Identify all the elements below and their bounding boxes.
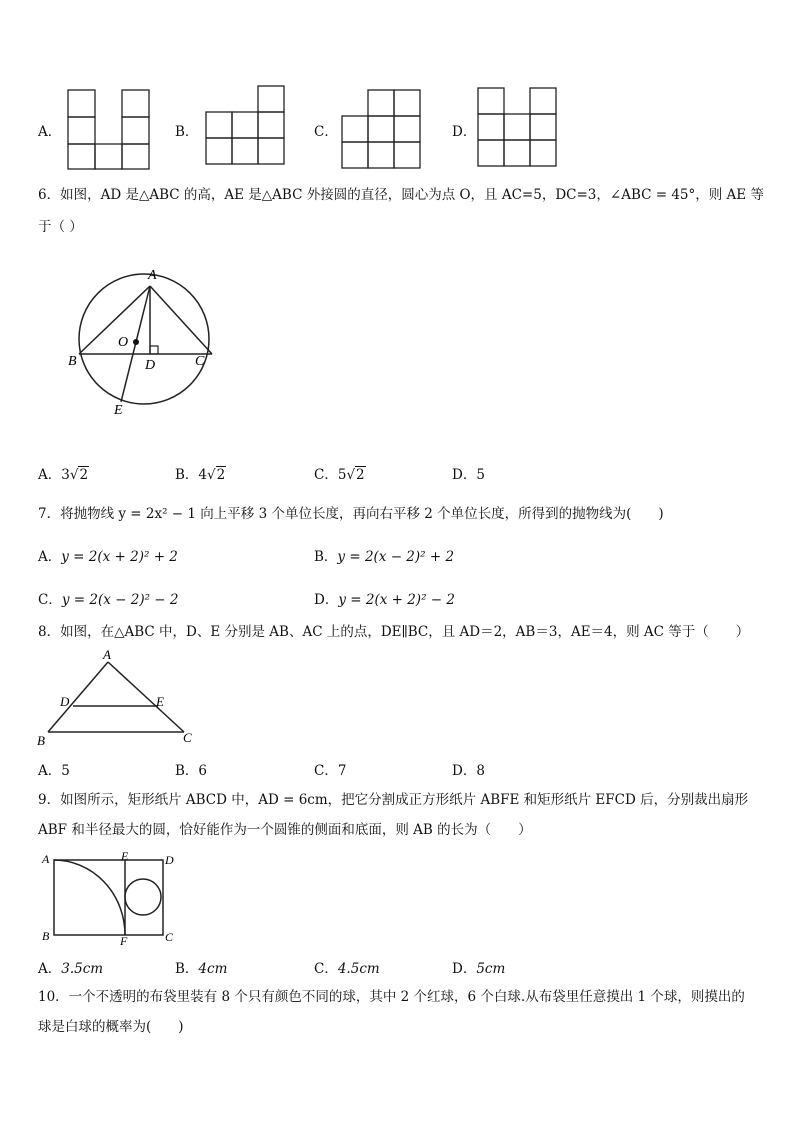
q5-option-d-letter: D． [452, 124, 477, 140]
q6-stem-line1: 6．如图，AD 是△ABC 的高，AE 是△ABC 外接圆的直径，圆心为点 O，且 AC=5，DC=3，∠ABC = 45°，则 AE 等 [38, 187, 764, 203]
q6-label-d: D [145, 358, 156, 373]
q7-option-b: B．y = 2(x − 2)² + 2 [314, 549, 455, 565]
q5-option-c-figure [340, 88, 422, 170]
q6-label-e: E [114, 403, 123, 418]
q8-label-e: E [156, 694, 164, 709]
q8-label-c: C [183, 730, 192, 745]
q5-option-c-letter: C． [314, 124, 338, 140]
q6-option-d: D．5 [452, 467, 485, 483]
q9-label-c: C [165, 930, 174, 944]
q8-label-d: D [60, 694, 70, 709]
q7-option-d: D．y = 2(x + 2)² − 2 [314, 592, 455, 608]
q6-option-a: A．3√2 [38, 467, 89, 483]
q8-stem: 8．如图，在△ABC 中，D、E 分别是 AB、AC 上的点，DE∥BC，且 AD＝2，AB＝3，AE＝4，则 AC 等于（ ） [38, 624, 750, 640]
q6-circle-figure [64, 262, 224, 420]
q7-stem: 7．将抛物线 y = 2x² − 1 向上平移 3 个单位长度，再向右平移 2 个单位长度，所得到的抛物线为( ) [38, 506, 664, 522]
q9-option-c: C．4.5cm [314, 961, 380, 977]
q6-label-a: A [148, 268, 157, 283]
q8-option-c: C．7 [314, 763, 347, 779]
q5-option-b-letter: B． [175, 124, 199, 140]
q6-circumcircle [79, 274, 209, 404]
q6-option-c: C．5√2 [314, 467, 365, 483]
q9-option-a: A．3.5cm [38, 961, 104, 977]
q9-option-d: D．5cm [452, 961, 506, 977]
q6-center-point [133, 339, 139, 345]
q8-option-d: D．8 [452, 763, 485, 779]
q5-option-a-figure [66, 88, 150, 172]
q8-option-b: B．6 [175, 763, 208, 779]
q6-label-o: O [118, 335, 129, 350]
q10-stem-line2: 球是白球的概率为( ) [38, 1019, 184, 1035]
q6-option-b: B．4√2 [175, 467, 226, 483]
q5-option-b-figure [204, 84, 286, 166]
q9-label-b: B [42, 929, 50, 943]
q7-option-a: A．y = 2(x + 2)² + 2 [38, 549, 178, 565]
q9-option-b: B．4cm [175, 961, 228, 977]
q9-label-a: A [42, 852, 50, 866]
q9-label-d: D [165, 853, 174, 867]
q6-label-b: B [68, 354, 77, 369]
q9-label-e: E [121, 849, 129, 863]
q9-stem-line2: ABF 和半径最大的圆，恰好能作为一个圆锥的侧面和底面，则 AB 的长为（ ） [38, 822, 532, 838]
q9-stem-line1: 9．如图所示，矩形纸片 ABCD 中，AD = 6cm，把它分割成正方形纸片 ABFE 和矩形纸片 EFCD 后，分别裁出扇形 [38, 792, 749, 808]
q5-option-a-letter: A． [38, 124, 62, 140]
q5-option-d-figure [476, 86, 558, 168]
q8-label-b: B [37, 733, 45, 748]
q6-stem-line2: 于（ ） [38, 219, 83, 235]
q8-triangle-figure [34, 646, 204, 748]
q10-stem-line1: 10．一个不透明的布袋里装有 8 个只有颜色不同的球，其中 2 个红球，6 个白球.从布袋里任意摸出 1 个球，则摸出的 [38, 989, 745, 1005]
q9-label-f: F [120, 934, 128, 946]
q8-option-a: A．5 [38, 763, 70, 779]
q8-label-a: A [103, 647, 111, 662]
q9-rectangle-figure [38, 848, 182, 946]
q7-option-c: C．y = 2(x − 2)² − 2 [38, 592, 179, 608]
q6-label-c: C [195, 354, 205, 369]
